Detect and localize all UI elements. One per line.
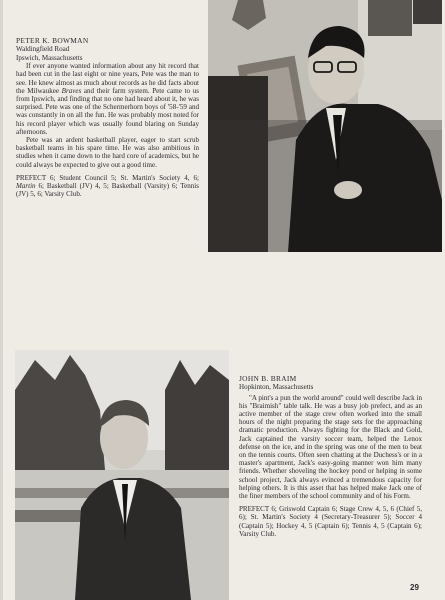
- braim-address-town: Hopkinton, Massachusetts: [239, 383, 314, 391]
- braim-name: JOHN B. BRAIM: [239, 374, 297, 383]
- bowman-honors: PREFECT 6; Student Council 5; St. Martin's Society 4, 6; Martin 6; Basketball (JV) 4, 5; Basketball (Varsity) 6; Tennis (JV) 5, 6; Varsity Club.: [16, 173, 199, 199]
- braim-portrait-image: [15, 350, 229, 600]
- page-number: 29: [410, 583, 419, 592]
- bowman-portrait-image: [208, 0, 442, 252]
- bowman-bio: [16, 36, 199, 198]
- bowman-paragraph-1: If ever anyone wanted information about any hit record that had been cut in the last eight or nine years, Pete was the man to see. He knew almost as much about records as he did facts about the Milwaukee Braves and their farm system. Pete came to us from Ipswich, and finding that no one had heard about it, he was surprised. Pete was one of the Schermerhorn boys of '58-'59 and was constantly in on all the fun. He was probably most noted for his record player which was usually found blaring on Sunday afternoons.: [16, 62, 199, 136]
- bowman-address-town: Ipswich, Massachusetts: [16, 53, 83, 62]
- braim-paragraph-1: "A pint's a pun the world around" could well describe Jack in his "Braimish" table talk. He was a busy job prefect, and as an active member of the stage crew often worked into the small hours of the night preparing the stage sets for the approaching dramatic production. Always fighting for the Black and Gold, Jack captained the varsity soccer team, helped the Lenox defense on the ice, and in the spring was one of the men to beat on the tennis courts. Often seen chatting at the Duchess's or in a master's apartment, Jack's easy-going manner won him many friends. Whether shoveling the hockey pond or helping in some school project, Jack always evinced a tremendous capacity for helping others. It is this asset that has helped make Jack one of the finer members of the school community and of his Form.: [239, 393, 422, 501]
- bowman-paragraph-2: Pete was an ardent basketball player, eager to start scrub basketball teams in his spare time. He was also ambitious in studies when it came down to the hard core of academics, but he could always be expected to give out a good time.: [16, 136, 199, 169]
- page-spine-shadow: [0, 0, 3, 600]
- braim-honors: PREFECT 6; Griswold Captain 6; Stage Crew 4, 5, 6 (Chief 5, 6); St. Martin's Society 4 (Secretary-Treasurer 5); Soccer 4 (Captain 5); Hockey 4, 5 (Captain 6); Tennis 4, 5 (Captain 6); Varsity Club.: [239, 505, 422, 538]
- bowman-portrait-photo: [208, 0, 442, 252]
- braim-portrait-photo: [15, 350, 229, 600]
- bowman-address-street: Waldingfield Road: [16, 45, 70, 53]
- braim-bio: [239, 374, 422, 538]
- bowman-name: PETER K. BOWMAN: [16, 36, 89, 45]
